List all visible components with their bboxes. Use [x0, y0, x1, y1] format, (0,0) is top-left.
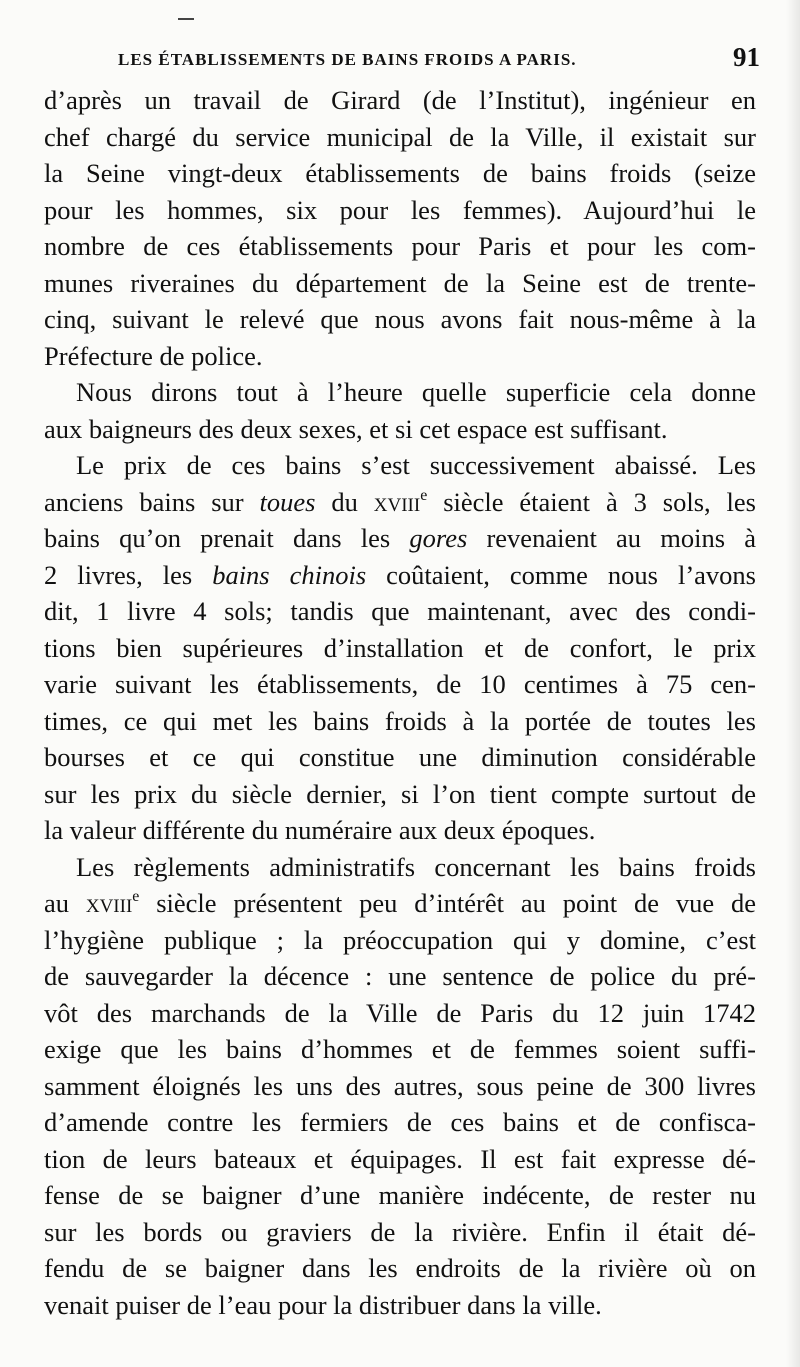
italic-term: bains chinois — [212, 559, 367, 590]
text-segment: anciens bains sur — [44, 486, 260, 517]
text-segment: pour les hommes, six pour les femmes). Aujourd’hui le — [44, 194, 756, 225]
text-segment: samment éloignés les uns des autres, sous peine de 300 livres — [44, 1070, 756, 1101]
text-segment: tion de leurs bateaux et équipages. Il est fait expresse dé- — [44, 1143, 756, 1174]
text-segment: nombre de ces établissements pour Paris et pour les com- — [44, 231, 756, 261]
text-line — [44, 520, 756, 557]
text-segment: coûtaient, comme nous l’avons — [366, 559, 756, 590]
text-segment: Le prix de ces bains s’est successivement abaissé. Les — [76, 450, 756, 480]
text-segment: sur les prix du siècle dernier, si l’on tient compte surtout de — [44, 778, 756, 809]
running-title: LES ÉTABLISSEMENTS DE BAINS FROIDS A PARIS. — [118, 50, 577, 69]
text-line — [44, 739, 756, 776]
text-segment: l’hygiène publique ; la préoccupation qui y domine, c’est — [44, 924, 756, 955]
text-line — [44, 82, 756, 119]
text-segment: exige que les bains d’hommes et de femmes soient suffi- — [44, 1034, 756, 1064]
text-line — [44, 1214, 756, 1251]
text-line — [44, 119, 756, 156]
page-edge-shadow — [786, 0, 800, 1367]
text-line — [44, 484, 756, 521]
text-line — [44, 1068, 756, 1105]
page-number: 91 — [733, 42, 760, 72]
text-line — [44, 958, 756, 995]
text-segment: fendu de se baigner dans les endroits de la rivière où on — [44, 1253, 756, 1283]
text-line — [44, 192, 756, 229]
text-line — [44, 1250, 756, 1287]
text-segment: tions bien supérieures d’installation et de confort, le prix — [44, 632, 756, 663]
italic-term: gores — [409, 523, 468, 553]
text-line — [44, 411, 756, 448]
text-line — [44, 1031, 756, 1068]
text-segment: fense de se baigner d’une manière indécente, de rester nu — [44, 1180, 756, 1210]
text-segment: Nous dirons tout à l’heure quelle superficie cela donne — [76, 377, 756, 407]
text-segment: siècle étaient à 3 sols, les — [427, 486, 756, 517]
text-line — [44, 1141, 756, 1178]
text-segment: vôt des marchands de la Ville de Paris du 12 juin 1742 — [44, 997, 756, 1028]
text-line — [44, 447, 756, 484]
text-line — [44, 338, 756, 375]
text-line — [44, 374, 756, 411]
superscript: e — [132, 887, 140, 905]
text-line — [44, 557, 756, 594]
text-line — [44, 630, 756, 667]
text-line — [44, 885, 756, 922]
text-segment: revenaient au moins à — [467, 523, 756, 553]
text-segment: la Seine vingt-deux établissements de bains froids (seize — [44, 158, 756, 188]
text-line — [44, 593, 756, 630]
italic-term: toues — [259, 486, 316, 517]
century-numeral: xviii — [373, 486, 421, 517]
text-segment: du — [315, 486, 374, 517]
text-segment: times, ce qui met les bains froids à la portée de toutes les — [44, 705, 756, 736]
text-line — [44, 265, 756, 302]
text-line — [44, 849, 756, 886]
text-line — [44, 703, 756, 740]
text-segment: sur les bords ou graviers de la rivière. Enfin il était dé- — [44, 1216, 756, 1247]
text-line — [44, 155, 756, 192]
text-line — [44, 301, 756, 338]
text-segment: dit, 1 livre 4 sols; tandis que maintenant, avec des condi- — [44, 596, 756, 626]
text-segment: venait puiser de l’eau pour la distribuer dans la ville. — [44, 1289, 602, 1320]
text-segment: chef chargé du service municipal de la Ville, il existait sur — [44, 121, 756, 152]
text-line — [44, 812, 756, 849]
body-text — [44, 82, 756, 1323]
text-line — [44, 1104, 756, 1141]
text-segment: au — [44, 888, 86, 918]
text-segment: 2 livres, les — [44, 559, 213, 590]
text-line — [44, 776, 756, 813]
text-line — [44, 995, 756, 1032]
text-segment: la valeur différente du numéraire aux deux époques. — [44, 815, 596, 845]
text-segment: bains qu’on prenait dans les — [44, 523, 410, 553]
text-line — [44, 666, 756, 703]
running-head — [118, 44, 760, 78]
text-segment: de sauvegarder la décence : une sentence de police du pré- — [44, 961, 756, 991]
text-segment: Préfecture de police. — [44, 340, 263, 371]
text-segment: Les règlements administratifs concernant les bains froids — [76, 851, 756, 882]
text-segment: d’amende contre les fermiers de ces bains et de confisca- — [44, 1107, 756, 1137]
text-segment: d’après un travail de Girard (de l’Institut), ingénieur en — [44, 85, 756, 115]
text-segment: munes riveraines du département de la Seine est de trente- — [44, 267, 756, 298]
text-segment: siècle présentent peu d’intérêt au point de vue de — [139, 888, 756, 918]
text-line — [44, 228, 756, 265]
top-dash-mark — [178, 18, 194, 20]
text-segment: cinq, suivant le relevé que nous avons fait nous-même à la — [44, 304, 756, 334]
text-line — [44, 1177, 756, 1214]
text-segment: bourses et ce qui constitue une diminution considérable — [44, 742, 756, 772]
superscript: e — [420, 486, 428, 504]
text-segment: aux baigneurs des deux sexes, et si cet espace est suffisant. — [44, 413, 668, 444]
text-segment: varie suivant les établissements, de 10 centimes à 75 cen- — [44, 669, 756, 699]
century-numeral: xviii — [85, 888, 133, 918]
text-line — [44, 922, 756, 959]
text-line — [44, 1287, 756, 1324]
